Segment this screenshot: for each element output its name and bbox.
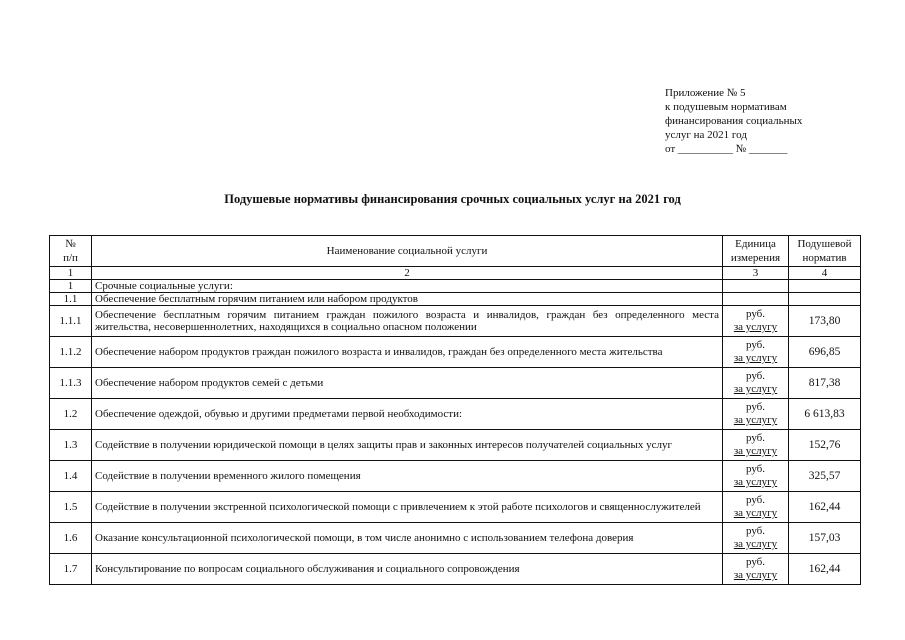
table-header-row [50, 236, 861, 267]
row-norm-value: 162,44 [789, 554, 861, 585]
subsection-name: Обеспечение бесплатным горячим питанием или набором продуктов [92, 293, 723, 306]
unit-line-2: за услугу [733, 352, 778, 364]
appendix-line: услуг на 2021 год [665, 129, 747, 141]
norms-table [49, 235, 861, 585]
index-cell: 3 [723, 267, 789, 280]
table-row [50, 368, 861, 399]
subsection-num: 1.1 [50, 293, 92, 306]
row-unit [723, 306, 789, 337]
row-unit [723, 523, 789, 554]
appendix-line: Приложение № 5 [665, 87, 746, 99]
unit-line-2: за услугу [733, 445, 778, 457]
header-norm [789, 236, 861, 267]
unit-line-1: руб. [745, 494, 766, 506]
row-service-name: Обеспечение набором продуктов семей с детьми [92, 368, 723, 399]
appendix-line: от __________ № _______ [665, 143, 788, 155]
index-cell: 1 [50, 267, 92, 280]
header-num [50, 236, 92, 267]
row-unit [723, 492, 789, 523]
unit-line-2: за услугу [733, 569, 778, 581]
column-index-row [50, 267, 861, 280]
unit-line-1: руб. [745, 339, 766, 351]
empty-cell [789, 293, 861, 306]
subsection-row [50, 293, 861, 306]
row-unit [723, 337, 789, 368]
unit-line-2: за услугу [733, 383, 778, 395]
row-num: 1.2 [50, 399, 92, 430]
row-unit [723, 554, 789, 585]
row-service-name: Содействие в получении юридической помощи в целях защиты прав и законных интересов получателей социальных услуг [92, 430, 723, 461]
unit-line-2: за услугу [733, 538, 778, 550]
empty-cell [723, 293, 789, 306]
unit-line-2: за услугу [733, 321, 778, 333]
row-service-name: Консультирование по вопросам социального обслуживания и социального сопровождения [92, 554, 723, 585]
row-num: 1.7 [50, 554, 92, 585]
unit-line-1: руб. [745, 401, 766, 413]
row-norm-value: 6 613,83 [789, 399, 861, 430]
table-row [50, 430, 861, 461]
row-norm-value: 325,57 [789, 461, 861, 492]
table-row [50, 399, 861, 430]
unit-line-2: за услугу [733, 476, 778, 488]
unit-line-2: за услугу [733, 507, 778, 519]
row-service-name: Оказание консультационной психологической помощи, в том числе анонимно с использованием телефона доверия [92, 523, 723, 554]
index-cell: 2 [92, 267, 723, 280]
row-norm-value: 817,38 [789, 368, 861, 399]
header-unit [723, 236, 789, 267]
row-service-name: Содействие в получении временного жилого помещения [92, 461, 723, 492]
header-norm-text: Подушевой норматив [797, 238, 852, 264]
row-num: 1.1.1 [50, 306, 92, 337]
row-norm-value: 696,85 [789, 337, 861, 368]
row-service-name: Обеспечение одеждой, обувью и другими предметами первой необходимости: [92, 399, 723, 430]
row-unit [723, 430, 789, 461]
section-num: 1 [50, 280, 92, 293]
service-rows [50, 306, 861, 585]
unit-line-1: руб. [745, 308, 766, 320]
table-row [50, 461, 861, 492]
unit-line-1: руб. [745, 432, 766, 444]
table-row [50, 306, 861, 337]
row-num: 1.6 [50, 523, 92, 554]
row-norm-value: 157,03 [789, 523, 861, 554]
table-row [50, 492, 861, 523]
header-unit-text: Единица измерения [730, 238, 781, 264]
row-norm-value: 152,76 [789, 430, 861, 461]
row-service-name: Содействие в получении экстренной психологической помощи с привлечением к этой работе психологов и священнослужителей [92, 492, 723, 523]
header-num-text: № п/п [63, 238, 78, 264]
row-norm-value: 162,44 [789, 492, 861, 523]
table-row [50, 337, 861, 368]
row-service-name: Обеспечение набором продуктов граждан пожилого возраста и инвалидов, граждан без определенного места жительства [92, 337, 723, 368]
appendix-block [665, 86, 802, 156]
row-num: 1.1.2 [50, 337, 92, 368]
unit-line-1: руб. [745, 370, 766, 382]
unit-line-1: руб. [745, 525, 766, 537]
row-num: 1.5 [50, 492, 92, 523]
row-num: 1.1.3 [50, 368, 92, 399]
unit-line-1: руб. [745, 556, 766, 568]
section-name: Срочные социальные услуги: [92, 280, 723, 293]
row-unit [723, 399, 789, 430]
row-num: 1.4 [50, 461, 92, 492]
table-row [50, 554, 861, 585]
header-name: Наименование социальной услуги [92, 236, 723, 267]
empty-cell [789, 280, 861, 293]
empty-cell [723, 280, 789, 293]
row-norm-value: 173,80 [789, 306, 861, 337]
table-row [50, 523, 861, 554]
section-row [50, 280, 861, 293]
document-title: Подушевые нормативы финансирования срочных социальных услуг на 2021 год [224, 192, 681, 206]
row-unit [723, 461, 789, 492]
row-unit [723, 368, 789, 399]
appendix-line: к подушевым нормативам [665, 101, 787, 113]
row-num: 1.3 [50, 430, 92, 461]
unit-line-1: руб. [745, 463, 766, 475]
unit-line-2: за услугу [733, 414, 778, 426]
appendix-line: финансирования социальных [665, 115, 803, 127]
index-cell: 4 [789, 267, 861, 280]
row-service-name: Обеспечение бесплатным горячим питанием граждан пожилого возраста и инвалидов, граждан без определенного места жительства, несовершеннолетних, находящихся в социально опасном положении [92, 306, 723, 337]
